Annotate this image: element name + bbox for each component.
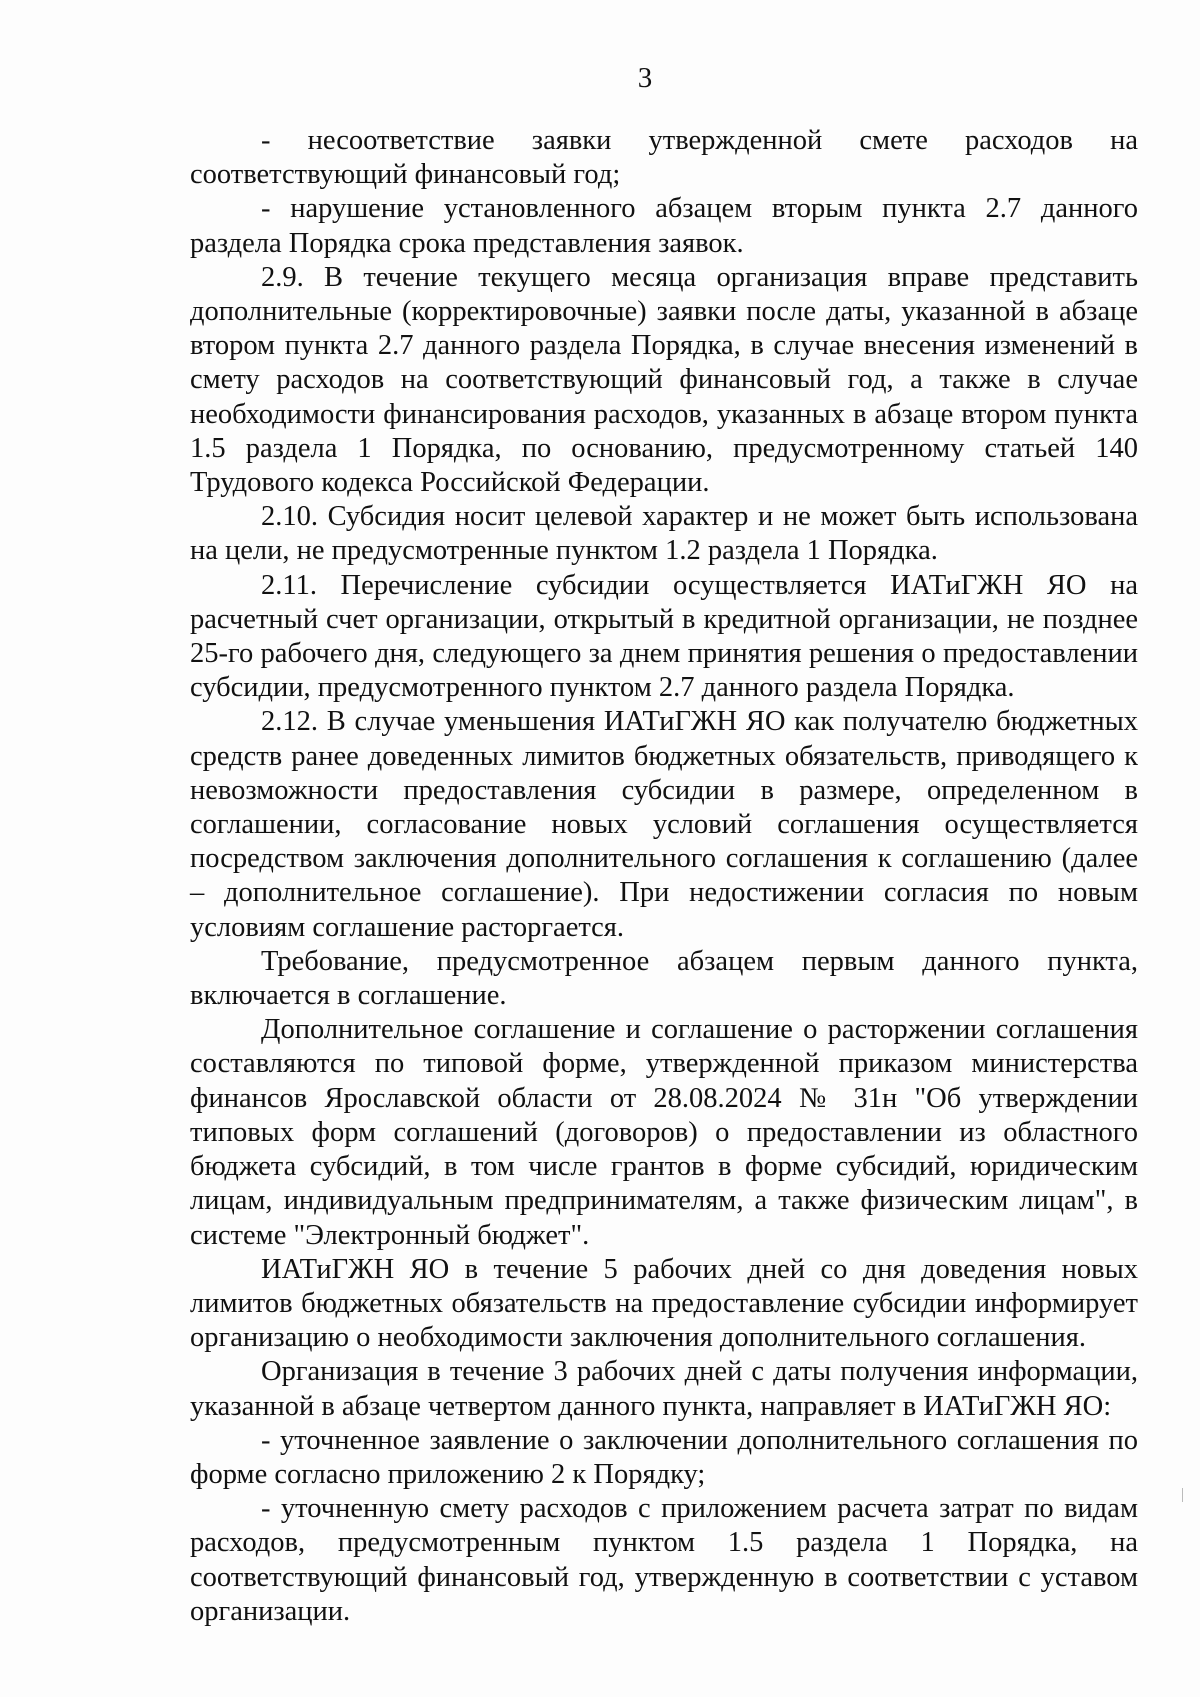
paragraph-2-12: 2.12. В случае уменьшения ИАТиГЖН ЯО как получателю бюджетных средств ранее доведенных лимитов бюджетных обязательств, приводящего к невозможности предоставления субсидии в размере, определенном в соглашении, согласование новых условий соглашения осуществляется посредством заключения дополнительного соглашения к соглашению (далее – дополнительное соглашение). При недостижении согласия по новым условиям соглашение расторгается. <box>190 706 1138 943</box>
paragraph-list-item-mismatch: - несоответствие заявки утвержденной смете расходов на соответствующий финансовый год; <box>190 125 1138 191</box>
paragraph-2-10: 2.10. Субсидия носит целевой характер и не может быть использована на цели, не предусмотренные пунктом 1.2 раздела 1 Порядка. <box>190 501 1138 567</box>
paragraph-list-item-estimate: - уточненную смету расходов с приложением расчета затрат по видам расходов, предусмотренным пунктом 1.5 раздела 1 Порядка, на соответствующий финансовый год, утвержденную в соответствии с уставом организации. <box>190 1493 1138 1627</box>
paragraph-list-item-application: - уточненное заявление о заключении дополнительного соглашения по форме согласно приложению 2 к Порядку; <box>190 1424 1138 1490</box>
paragraph-organization-submission: Организация в течение 3 рабочих дней с даты получения информации, указанной в абзаце четвертом данного пункта, направляет в ИАТиГЖН ЯО: <box>190 1356 1138 1422</box>
document-body <box>190 124 1138 1629</box>
page-number: 3 <box>637 62 653 94</box>
paragraph-requirement: Требование, предусмотренное абзацем первым данного пункта, включается в соглашение. <box>190 945 1138 1012</box>
paragraph-2-9: 2.9. В течение текущего месяца организация вправе представить дополнительные (корректировочные) заявки после даты, указанной в абзаце втором пункта 2.7 данного раздела Порядка, в случае внесения изменений в смету расходов на соответствующий финансовый год, а также в случае необходимости финансирования расходов, указанных в абзаце втором пункта 1.5 раздела 1 Порядка, по основанию, предусмотренному статьей 140 Трудового кодекса Российской Федерации. <box>190 261 1138 499</box>
paragraph-2-11: 2.11. Перечисление субсидии осуществляется ИАТиГЖН ЯО на расчетный счет организации, открытый в кредитной организации, не позднее 25-го рабочего дня, следующего за днем принятия решения о предоставлении субсидии, предусмотренного пунктом 2.7 данного раздела Порядка. <box>190 569 1138 704</box>
paragraph-list-item-deadline-violation: - нарушение установленного абзацем вторым пункта 2.7 данного раздела Порядка срока представления заявок. <box>190 193 1138 259</box>
paragraph-notification: ИАТиГЖН ЯО в течение 5 рабочих дней со дня доведения новых лимитов бюджетных обязательств на предоставление субсидии информирует организацию о необходимости заключения дополнительного соглашения. <box>190 1253 1138 1354</box>
scan-artifact-mark <box>1182 1488 1183 1502</box>
paragraph-additional-agreement-form: Дополнительное соглашение и соглашение о расторжении соглашения составляются по типовой форме, утвержденной приказом министерства финансов Ярославской области от 28.08.2024 № 31н "Об утверждении типовых форм соглашений (договоров) о предоставлении из областного бюджета субсидий, в том числе грантов в форме субсидий, юридическим лицам, индивидуальным предпринимателям, а также физическим лицам", в системе "Электронный бюджет". <box>190 1014 1138 1251</box>
